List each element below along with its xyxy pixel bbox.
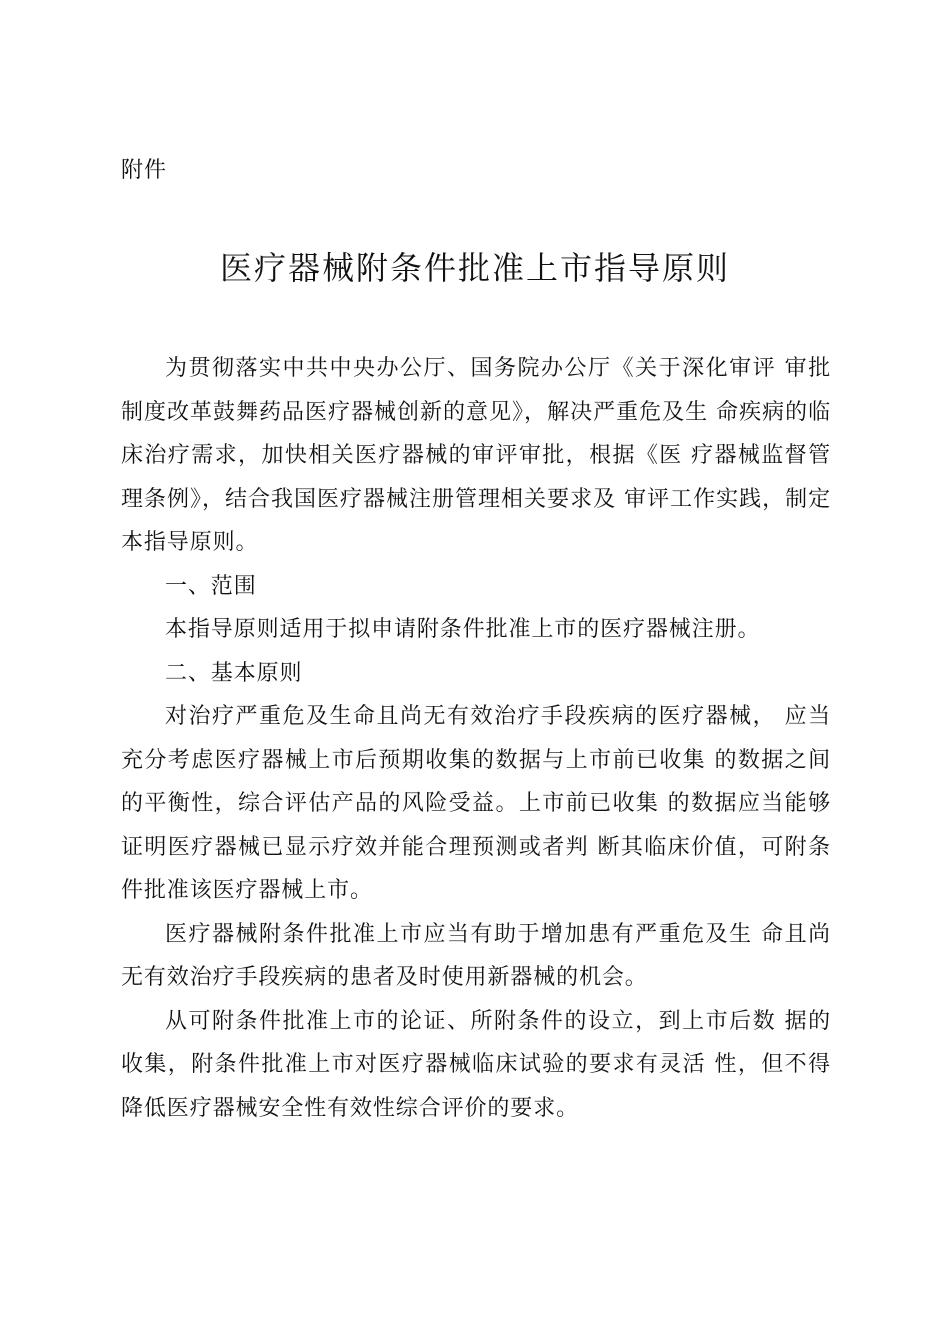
attachment-label: 附件 bbox=[121, 158, 168, 183]
document-body bbox=[121, 347, 831, 1130]
principles-paragraph-2: 医疗器械附条件批准上市应当有助于增加患有严重危及生 命且尚无有效治疗手段疾病的患者及时使用新器械的机会。 bbox=[121, 921, 831, 990]
principles-paragraph-1: 对治疗严重危及生命且尚无有效治疗手段疾病的医疗器械， 应当充分考虑医疗器械上市后预期收集的数据与上市前已收集 的数据之间的平衡性，综合评估产品的风险受益。上市前已收集 的数据应当能够证明医疗器械已显示疗效并能合理预测或者判 断其临床价值，可附条件批准该医疗器械上市。 bbox=[121, 704, 831, 903]
section-heading-principles: 二、基本原则 bbox=[165, 660, 303, 686]
principles-paragraph-3: 从可附条件批准上市的论证、所附条件的设立，到上市后数 据的收集，附条件批准上市对医疗器械临床试验的要求有灵活 性，但不得降低医疗器械安全性有效性综合评价的要求。 bbox=[121, 1008, 831, 1121]
section-heading-scope: 一、范围 bbox=[165, 573, 257, 599]
document-title: 医疗器械附条件批准上市指导原则 bbox=[219, 249, 730, 287]
intro-paragraph: 为贯彻落实中共中央办公厅、国务院办公厅《关于深化审评 审批制度改革鼓舞药品医疗器械创新的意见》，解决严重危及生 命疾病的临床治疗需求，加快相关医疗器械的审评审批，根据《医 疗器械监督管理条例》，结合我国医疗器械注册管理相关要求及 审评工作实践，制定本指导原则。 bbox=[121, 356, 831, 555]
scope-paragraph: 本指导原则适用于拟申请附条件批准上市的医疗器械注册。 bbox=[165, 617, 761, 642]
